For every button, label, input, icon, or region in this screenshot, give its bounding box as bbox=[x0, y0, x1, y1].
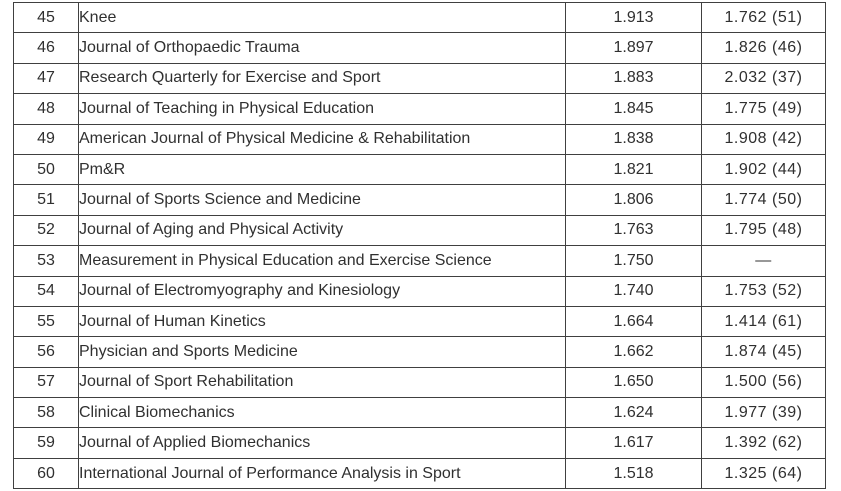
rank-cell: 60 bbox=[14, 458, 79, 488]
journal-name-cell: Clinical Biomechanics bbox=[79, 398, 566, 428]
impact-factor-cell: 1.750 bbox=[566, 246, 702, 276]
impact-factor-cell: 1.838 bbox=[566, 124, 702, 154]
rank-cell: 50 bbox=[14, 154, 79, 184]
rank-cell: 46 bbox=[14, 33, 79, 63]
impact-factor-cell: 1.821 bbox=[566, 154, 702, 184]
table-row bbox=[14, 185, 826, 215]
journal-ranking-table bbox=[13, 2, 826, 489]
table-row bbox=[14, 154, 826, 184]
impact-factor-cell: 1.897 bbox=[566, 33, 702, 63]
journal-name-cell: American Journal of Physical Medicine & Rehabilitation bbox=[79, 124, 566, 154]
table-row bbox=[14, 337, 826, 367]
rank-cell: 54 bbox=[14, 276, 79, 306]
previous-impact-factor-cell: 1.392 (62) bbox=[702, 428, 826, 458]
table-body bbox=[14, 3, 826, 489]
previous-impact-factor-cell: 1.325 (64) bbox=[702, 458, 826, 488]
previous-impact-factor-cell: 1.908 (42) bbox=[702, 124, 826, 154]
previous-impact-factor-cell: 1.775 (49) bbox=[702, 94, 826, 124]
rank-cell: 53 bbox=[14, 246, 79, 276]
previous-impact-factor-cell: — bbox=[702, 246, 826, 276]
journal-ranking-table-container bbox=[13, 2, 826, 489]
impact-factor-cell: 1.518 bbox=[566, 458, 702, 488]
impact-factor-cell: 1.883 bbox=[566, 63, 702, 93]
impact-factor-cell: 1.763 bbox=[566, 215, 702, 245]
journal-name-cell: Journal of Electromyography and Kinesiology bbox=[79, 276, 566, 306]
journal-name-cell: Journal of Sport Rehabilitation bbox=[79, 367, 566, 397]
rank-cell: 51 bbox=[14, 185, 79, 215]
table-row bbox=[14, 306, 826, 336]
rank-cell: 58 bbox=[14, 398, 79, 428]
rank-cell: 45 bbox=[14, 3, 79, 33]
table-row bbox=[14, 124, 826, 154]
journal-name-cell: Journal of Orthopaedic Trauma bbox=[79, 33, 566, 63]
journal-name-cell: Research Quarterly for Exercise and Sport bbox=[79, 63, 566, 93]
impact-factor-cell: 1.650 bbox=[566, 367, 702, 397]
rank-cell: 52 bbox=[14, 215, 79, 245]
impact-factor-cell: 1.913 bbox=[566, 3, 702, 33]
table-row bbox=[14, 63, 826, 93]
journal-name-cell: Journal of Aging and Physical Activity bbox=[79, 215, 566, 245]
impact-factor-cell: 1.662 bbox=[566, 337, 702, 367]
journal-name-cell: Journal of Teaching in Physical Education bbox=[79, 94, 566, 124]
previous-impact-factor-cell: 1.826 (46) bbox=[702, 33, 826, 63]
table-row bbox=[14, 215, 826, 245]
rank-cell: 57 bbox=[14, 367, 79, 397]
journal-name-cell: Journal of Sports Science and Medicine bbox=[79, 185, 566, 215]
journal-name-cell: Journal of Human Kinetics bbox=[79, 306, 566, 336]
impact-factor-cell: 1.806 bbox=[566, 185, 702, 215]
table-row bbox=[14, 3, 826, 33]
rank-cell: 47 bbox=[14, 63, 79, 93]
journal-name-cell: Journal of Applied Biomechanics bbox=[79, 428, 566, 458]
impact-factor-cell: 1.617 bbox=[566, 428, 702, 458]
table-row bbox=[14, 246, 826, 276]
previous-impact-factor-cell: 2.032 (37) bbox=[702, 63, 826, 93]
previous-impact-factor-cell: 1.762 (51) bbox=[702, 3, 826, 33]
impact-factor-cell: 1.624 bbox=[566, 398, 702, 428]
impact-factor-cell: 1.740 bbox=[566, 276, 702, 306]
previous-impact-factor-cell: 1.977 (39) bbox=[702, 398, 826, 428]
previous-impact-factor-cell: 1.874 (45) bbox=[702, 337, 826, 367]
rank-cell: 55 bbox=[14, 306, 79, 336]
table-row bbox=[14, 398, 826, 428]
journal-name-cell: Physician and Sports Medicine bbox=[79, 337, 566, 367]
impact-factor-cell: 1.664 bbox=[566, 306, 702, 336]
table-row bbox=[14, 33, 826, 63]
journal-name-cell: Knee bbox=[79, 3, 566, 33]
rank-cell: 56 bbox=[14, 337, 79, 367]
previous-impact-factor-cell: 1.795 (48) bbox=[702, 215, 826, 245]
journal-name-cell: Pm&R bbox=[79, 154, 566, 184]
impact-factor-cell: 1.845 bbox=[566, 94, 702, 124]
previous-impact-factor-cell: 1.414 (61) bbox=[702, 306, 826, 336]
table-row bbox=[14, 276, 826, 306]
table-row bbox=[14, 458, 826, 488]
previous-impact-factor-cell: 1.500 (56) bbox=[702, 367, 826, 397]
journal-name-cell: International Journal of Performance Analysis in Sport bbox=[79, 458, 566, 488]
previous-impact-factor-cell: 1.774 (50) bbox=[702, 185, 826, 215]
rank-cell: 48 bbox=[14, 94, 79, 124]
table-row bbox=[14, 428, 826, 458]
rank-cell: 59 bbox=[14, 428, 79, 458]
previous-impact-factor-cell: 1.902 (44) bbox=[702, 154, 826, 184]
previous-impact-factor-cell: 1.753 (52) bbox=[702, 276, 826, 306]
table-row bbox=[14, 94, 826, 124]
table-row bbox=[14, 367, 826, 397]
rank-cell: 49 bbox=[14, 124, 79, 154]
journal-name-cell: Measurement in Physical Education and Exercise Science bbox=[79, 246, 566, 276]
